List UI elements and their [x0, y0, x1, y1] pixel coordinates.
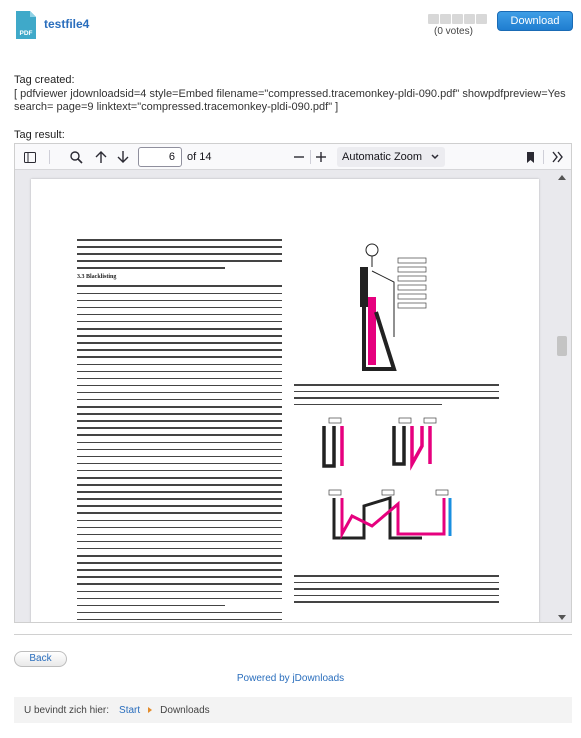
- breadcrumb: [14, 697, 572, 723]
- tools-menu-icon[interactable]: [547, 144, 569, 170]
- rating-stars[interactable]: [428, 14, 487, 24]
- rating-star-icon[interactable]: [464, 14, 475, 24]
- bookmark-icon[interactable]: [521, 144, 539, 170]
- zoom-select[interactable]: [337, 147, 445, 167]
- toolbar-separator: [543, 150, 544, 164]
- pdf-text-column-left: [77, 239, 282, 623]
- download-header: [14, 10, 574, 50]
- file-title[interactable]: testfile4: [44, 17, 90, 31]
- search-icon[interactable]: [65, 144, 87, 170]
- pdf-file-icon: [14, 10, 38, 40]
- breadcrumb-current: Downloads: [160, 704, 210, 716]
- download-button[interactable]: Download: [497, 11, 573, 31]
- next-page-icon[interactable]: [113, 144, 133, 170]
- rating-star-icon[interactable]: [440, 14, 451, 24]
- powered-by-link[interactable]: Powered by jDownloads: [236, 673, 345, 684]
- rating-star-icon[interactable]: [476, 14, 487, 24]
- pdf-content-area[interactable]: [15, 171, 571, 623]
- zoom-in-icon[interactable]: [312, 144, 330, 170]
- zoom-out-icon[interactable]: [290, 144, 308, 170]
- type-unstable-loops-figure: [294, 416, 499, 566]
- breadcrumb-prefix: U bevindt zich hier:: [24, 704, 110, 716]
- zoom-value: Automatic Zoom: [342, 151, 423, 163]
- sidebar-toggle-icon[interactable]: [19, 144, 41, 170]
- chevron-down-icon: [431, 147, 439, 174]
- pdf-viewer[interactable]: [14, 143, 572, 623]
- pdf-page: [31, 179, 539, 623]
- pdf-scrollbar[interactable]: [556, 171, 568, 623]
- section-heading: 3.3 Blacklisting: [77, 274, 117, 281]
- rating-star-icon[interactable]: [428, 14, 439, 24]
- back-button[interactable]: Back: [14, 651, 67, 667]
- page-number-input[interactable]: 6: [138, 147, 182, 167]
- vote-count: (0 votes): [434, 26, 473, 37]
- pdf-toolbar: [15, 144, 571, 170]
- rating-star-icon[interactable]: [452, 14, 463, 24]
- scrollbar-thumb[interactable]: [557, 336, 567, 356]
- previous-page-icon[interactable]: [91, 144, 111, 170]
- tag-result-label: Tag result:: [14, 129, 65, 141]
- scroll-down-arrow-icon[interactable]: [558, 615, 566, 620]
- pdf-figure-column-right: [294, 237, 499, 608]
- toolbar-separator: [310, 150, 311, 164]
- page-total: of 14: [187, 151, 212, 163]
- tag-shortcode: [ pdfviewer jdownloadsid=4 style=Embed filename="compressed.tracemonkey-pldi-090.pdf" showpdfpreview=Yes search= page=9 linktext="compressed.tracemonkey-pldi-090.pdf" ]: [14, 88, 566, 113]
- tag-created-label: Tag created:: [14, 74, 75, 86]
- divider: [14, 634, 572, 635]
- breadcrumb-arrow-icon: [148, 707, 152, 713]
- trace-tree-figure: [294, 237, 499, 377]
- toolbar-separator: [49, 150, 50, 164]
- scroll-up-arrow-icon[interactable]: [558, 175, 566, 180]
- pdf-icon-label: PDF: [19, 30, 33, 37]
- breadcrumb-start-link[interactable]: Start: [119, 704, 141, 716]
